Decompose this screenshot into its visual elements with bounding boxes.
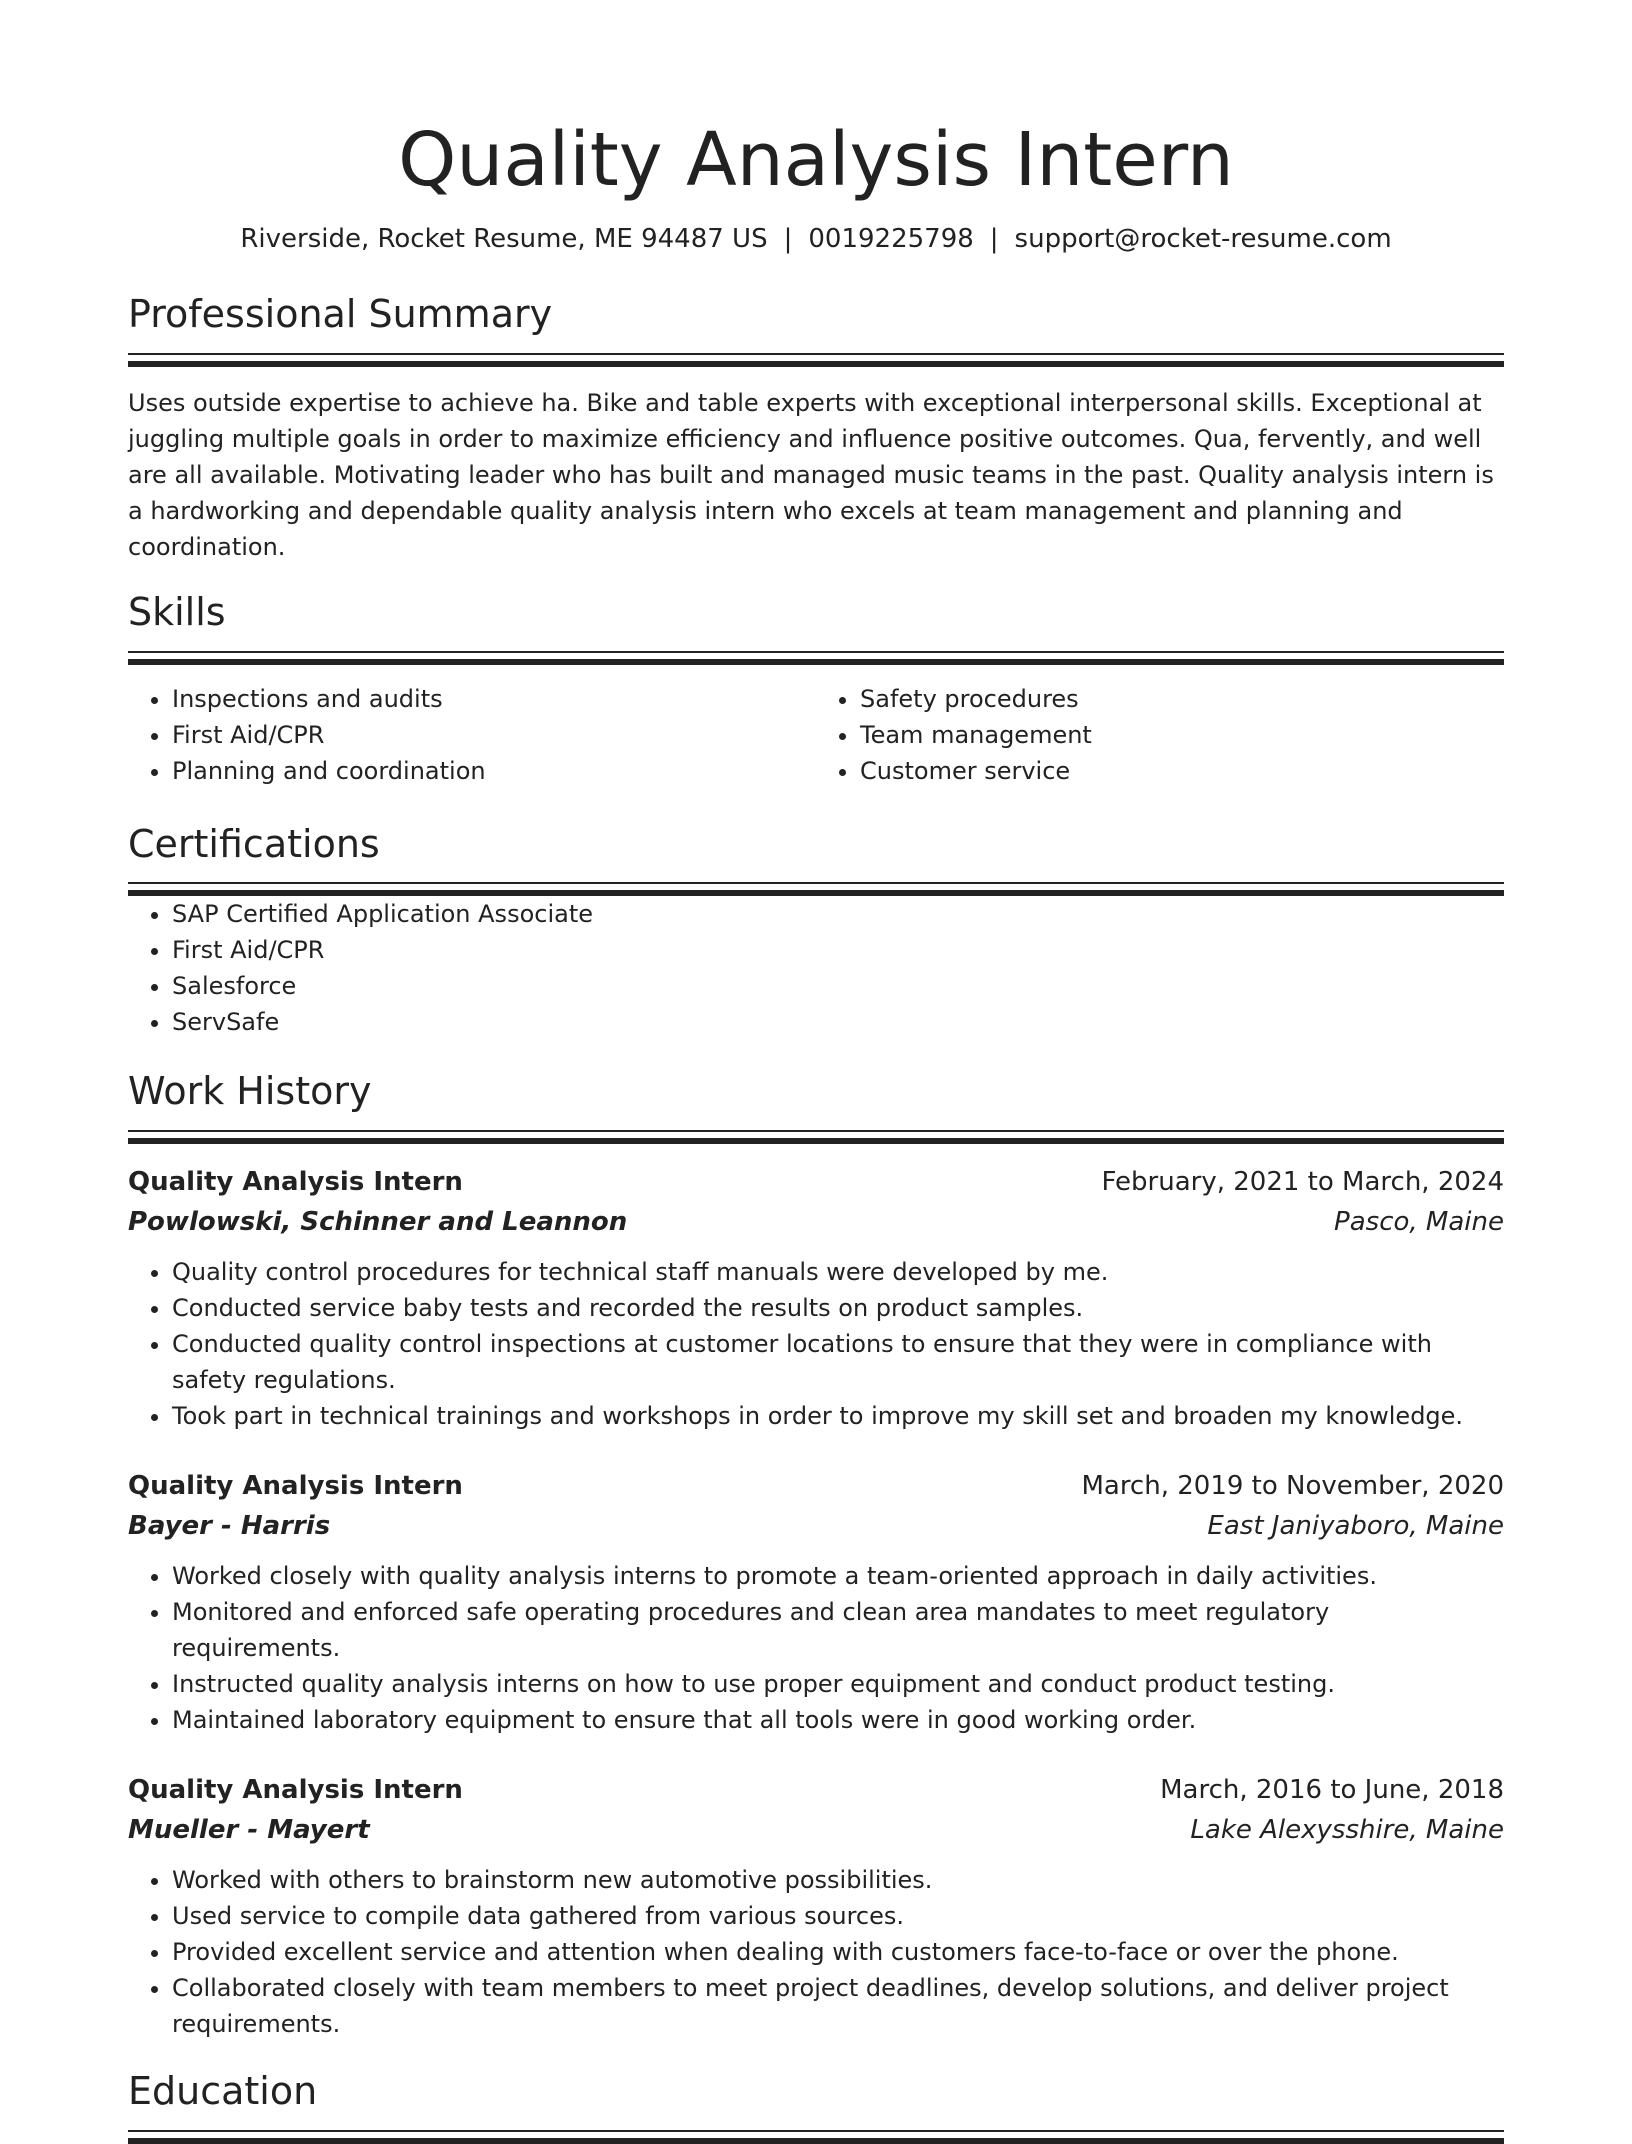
job-duties	[128, 1862, 1504, 2042]
skills-column-right	[816, 681, 1504, 789]
section-title-skills: Skills	[128, 589, 226, 634]
job-title: Quality Analysis Intern	[128, 1166, 463, 1197]
skill-item: • Team management	[860, 717, 1504, 753]
job-dates: March, 2019 to November, 2020	[1081, 1470, 1504, 1501]
job-header	[128, 1770, 1504, 1810]
job-company: Mueller - Mayert	[128, 1814, 370, 1845]
section-divider	[128, 2130, 1504, 2132]
job-location: Pasco, Maine	[1334, 1206, 1504, 1237]
section-summary	[128, 293, 1504, 565]
section-certifications	[128, 823, 1504, 1041]
skill-item: • First Aid/CPR	[172, 717, 816, 753]
section-work-history	[128, 1070, 1504, 2042]
job-duty: • Collaborated closely with team members to meet project deadlines, develop solutions, and deliver project requirements.	[172, 1970, 1504, 2042]
job-duty: • Worked closely with quality analysis interns to promote a team-oriented approach in daily activities.	[172, 1558, 1504, 1594]
job-duty: • Instructed quality analysis interns on how to use proper equipment and conduct product testing.	[172, 1666, 1504, 1702]
section-title-work-history: Work History	[128, 1069, 372, 1114]
job-subheader	[128, 1810, 1504, 1850]
job-entry	[128, 1162, 1504, 1434]
job-entry	[128, 1770, 1504, 2042]
section-divider	[128, 1130, 1504, 1132]
section-divider	[128, 361, 1504, 367]
job-title: Quality Analysis Intern	[128, 1774, 463, 1805]
section-divider	[128, 651, 1504, 653]
certification-item: • Salesforce	[172, 968, 1504, 1004]
contact-line	[128, 223, 1504, 257]
skills-list	[128, 681, 1504, 789]
skill-item: • Safety procedures	[860, 681, 1504, 717]
section-divider	[128, 2138, 1504, 2144]
contact-email[interactable]: support@rocket-resume.com	[1014, 224, 1392, 255]
skill-item: • Inspections and audits	[172, 681, 816, 717]
certification-item: • First Aid/CPR	[172, 932, 1504, 968]
job-duty: • Quality control procedures for technical staff manuals were developed by me.	[172, 1254, 1504, 1290]
certification-item: • SAP Certified Application Associate	[172, 896, 1504, 932]
certification-item: • ServSafe	[172, 1004, 1504, 1040]
section-title-education: Education	[128, 2068, 318, 2113]
job-duty: • Conducted service baby tests and recorded the results on product samples.	[172, 1290, 1504, 1326]
job-duty: • Conducted quality control inspections at customer locations to ensure that they were in compliance with safety regulations.	[172, 1326, 1504, 1398]
job-entry	[128, 1466, 1504, 1738]
contact-address: Riverside, Rocket Resume, ME 94487 US	[240, 224, 768, 255]
section-divider	[128, 353, 1504, 355]
section-divider	[128, 882, 1504, 884]
contact-separator: |	[783, 224, 793, 255]
job-dates: February, 2021 to March, 2024	[1101, 1166, 1504, 1197]
section-title-summary: Professional Summary	[128, 292, 553, 337]
section-divider	[128, 1138, 1504, 1144]
skill-item: • Planning and coordination	[172, 753, 816, 789]
contact-phone: 0019225798	[808, 224, 974, 255]
section-skills	[128, 591, 1504, 789]
job-header	[128, 1162, 1504, 1202]
job-location: Lake Alexysshire, Maine	[1190, 1814, 1504, 1845]
certifications-list	[128, 896, 1504, 1040]
job-duty: • Monitored and enforced safe operating procedures and clean area mandates to meet regulatory requirements.	[172, 1594, 1504, 1666]
section-divider	[128, 659, 1504, 665]
section-education	[128, 2070, 1504, 2144]
contact-separator: |	[989, 224, 999, 255]
section-title-certifications: Certifications	[128, 821, 380, 866]
job-header	[128, 1466, 1504, 1506]
job-duty: • Worked with others to brainstorm new automotive possibilities.	[172, 1862, 1504, 1898]
job-duties	[128, 1558, 1504, 1738]
job-duties	[128, 1254, 1504, 1434]
job-company: Bayer - Harris	[128, 1510, 331, 1541]
job-company: Powlowski, Schinner and Leannon	[128, 1206, 628, 1237]
job-duty: • Provided excellent service and attention when dealing with customers face-to-face or over the phone.	[172, 1934, 1504, 1970]
resume-name: Quality Analysis Intern	[398, 117, 1234, 203]
job-location: East Janiyaboro, Maine	[1207, 1510, 1504, 1541]
job-title: Quality Analysis Intern	[128, 1470, 463, 1501]
job-duty: • Maintained laboratory equipment to ensure that all tools were in good working order.	[172, 1702, 1504, 1738]
skills-column-left	[128, 681, 816, 789]
job-subheader	[128, 1202, 1504, 1242]
job-dates: March, 2016 to June, 2018	[1160, 1774, 1504, 1805]
job-subheader	[128, 1506, 1504, 1546]
summary-text: Uses outside expertise to achieve ha. Bike and table experts with exceptional interpersonal skills. Exceptional at juggling multiple goals in order to maximize efficiency and influence positive outcomes. Qua, fervently, and well are all available. Motivating leader who has built and managed music teams in the past. Quality analysis intern is a hardworking and dependable quality analysis intern who excels at team management and planning and coordination.	[128, 388, 1494, 561]
skill-item: • Customer service	[860, 753, 1504, 789]
job-duty: • Took part in technical trainings and workshops in order to improve my skill set and broaden my knowledge.	[172, 1398, 1504, 1434]
job-duty: • Used service to compile data gathered from various sources.	[172, 1898, 1504, 1934]
